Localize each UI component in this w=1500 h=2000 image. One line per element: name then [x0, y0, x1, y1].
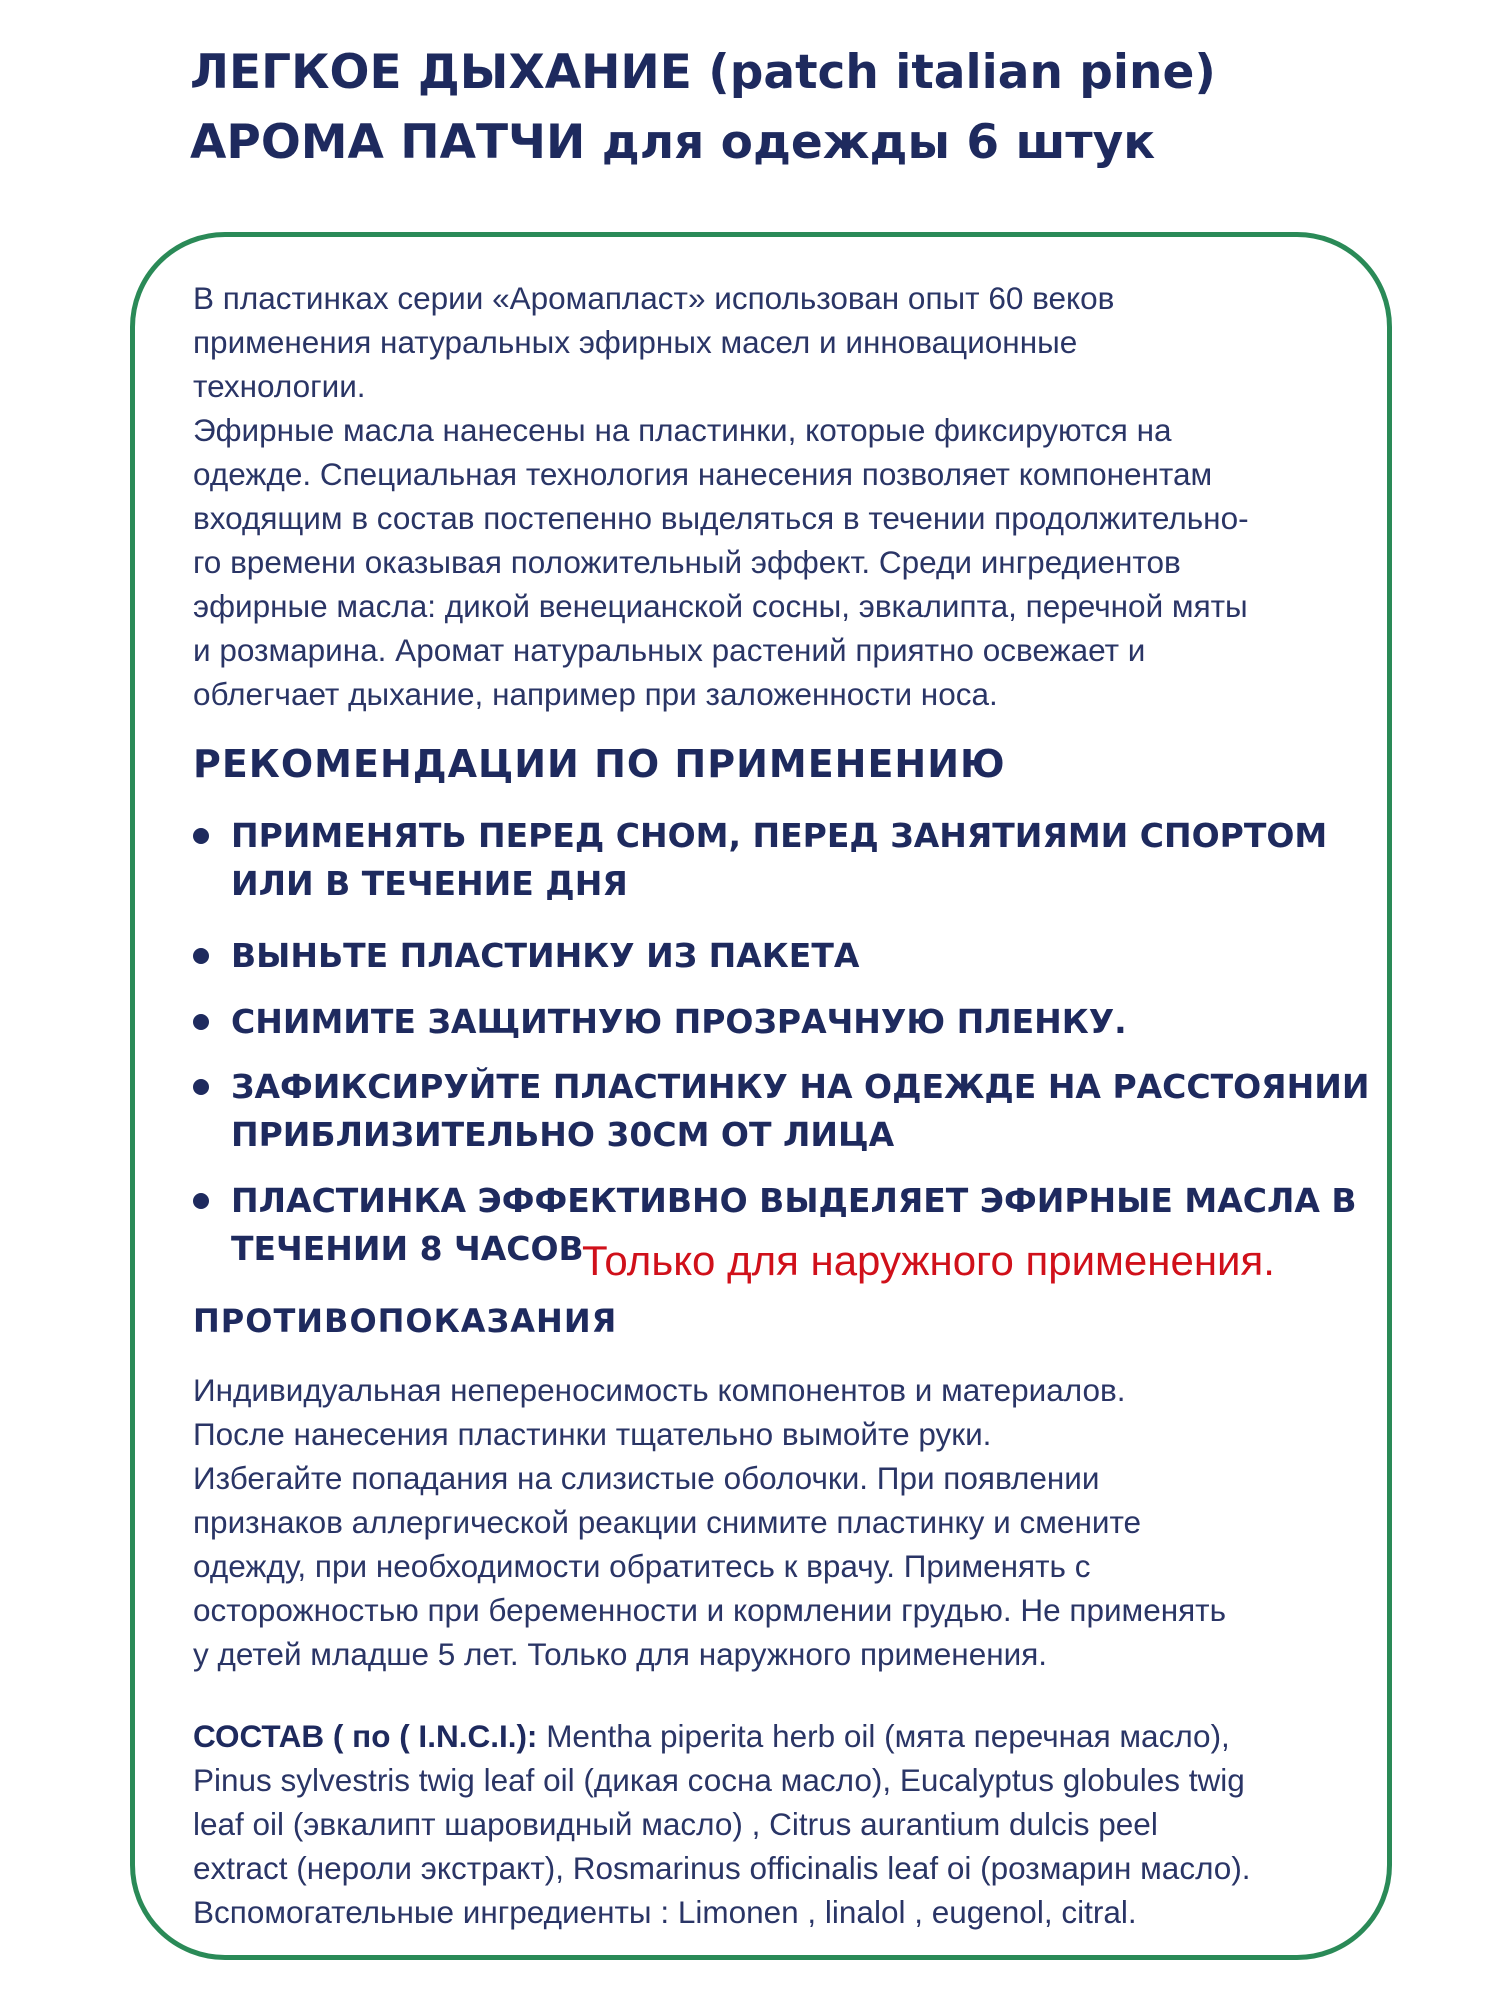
composition-line: extract (нероли экстракт), Rosmarinus officinalis leaf oi (розмарин масло).: [193, 1850, 1251, 1886]
external-use-warning: Только для наружного применения.: [582, 1237, 1275, 1284]
list-item-line: ТЕЧЕНИИ 8 ЧАСОВ: [231, 1229, 584, 1268]
contra-line: одежду, при необходимости обратитесь к врачу. Применять с: [193, 1548, 1091, 1584]
composition-line: Mentha piperita herb oil (мята перечная масло),: [537, 1718, 1230, 1754]
intro-line: технологии.: [193, 368, 366, 404]
recommendations-heading: РЕКОМЕНДАЦИИ ПО ПРИМЕНЕНИЮ: [193, 742, 1006, 786]
list-item-line: ПЛАСТИНКА ЭФФЕКТИВНО ВЫДЕЛЯЕТ ЭФИРНЫЕ МАСЛА В: [231, 1181, 1357, 1220]
composition-line: Pinus sylvestris twig leaf oil (дикая сосна масло), Eucalyptus globules twig: [193, 1762, 1245, 1798]
list-item-line: ПРИБЛИЗИТЕЛЬНО 30СМ ОТ ЛИЦА: [231, 1115, 895, 1154]
title-line-2: АРОМА ПАТЧИ для одежды 6 штук: [190, 115, 1156, 170]
product-title: [190, 38, 1390, 178]
list-item-line: ПРИМЕНЯТЬ ПЕРЕД СНОМ, ПЕРЕД ЗАНЯТИЯМИ СПОРТОМ: [231, 816, 1328, 855]
bullet-icon: [193, 948, 209, 964]
bullet-icon: [193, 1079, 209, 1095]
intro-line: эфирные масла: дикой венецианской сосны, эвкалипта, перечной мяты: [193, 588, 1248, 624]
contraindications-heading: ПРОТИВОПОКАЗАНИЯ: [193, 1302, 618, 1340]
composition-paragraph: [193, 1714, 1373, 1934]
contra-line: признаков аллергической реакции снимите пластинку и смените: [193, 1504, 1142, 1540]
list-item-line: СНИМИТЕ ЗАЩИТНУЮ ПРОЗРАЧНУЮ ПЛЕНКУ.: [231, 1002, 1127, 1041]
composition-line: leaf oil (эвкалипт шаровидный масло) , Citrus aurantium dulcis peel: [193, 1806, 1158, 1842]
list-item-line: ЗАФИКСИРУЙТЕ ПЛАСТИНКУ НА ОДЕЖДЕ НА РАССТОЯНИИ: [231, 1067, 1370, 1106]
intro-line: облегчает дыхание, например при заложенности носа.: [193, 676, 998, 712]
contra-line: Индивидуальная непереносимость компонентов и материалов.: [193, 1372, 1126, 1408]
contra-line: осторожностью при беременности и кормлении грудью. Не применять: [193, 1592, 1227, 1628]
bullet-icon: [193, 828, 209, 844]
bullet-icon: [193, 1014, 209, 1030]
composition-line: Вспомогательные ингредиенты : Limonen , linalol , eugenol, citral.: [193, 1894, 1137, 1930]
intro-line: входящим в состав постепенно выделяться в течении продолжительно-: [193, 500, 1249, 536]
intro-line: применения натуральных эфирных масел и инновационные: [193, 324, 1078, 360]
contra-line: После нанесения пластинки тщательно вымойте руки.: [193, 1416, 992, 1452]
contra-line: у детей младше 5 лет. Только для наружного применения.: [193, 1636, 1048, 1672]
contra-line: Избегайте попадания на слизистые оболочки. При появлении: [193, 1460, 1100, 1496]
intro-line: одежде. Специальная технология нанесения позволяет компонентам: [193, 456, 1213, 492]
bullet-icon: [193, 1193, 209, 1209]
contraindications-paragraph: [193, 1368, 1373, 1676]
list-item-line: ИЛИ В ТЕЧЕНИЕ ДНЯ: [231, 864, 628, 903]
intro-line: В пластинках серии «Аромапласт» использован опыт 60 веков: [193, 280, 1115, 316]
composition-first-line: [193, 1714, 1373, 1758]
title-line-1: ЛЕГКОЕ ДЫХАНИЕ (patch italian pine): [190, 45, 1216, 100]
intro-line: Эфирные масла нанесены на пластинки, которые фиксируются на: [193, 412, 1172, 448]
intro-line: го времени оказывая положительный эффект. Среди ингредиентов: [193, 544, 1181, 580]
intro-line: и розмарина. Аромат натуральных растений приятно освежает и: [193, 632, 1146, 668]
composition-label: СОСТАВ ( по ( I.N.C.I.):: [193, 1718, 538, 1754]
list-item-line: ВЫНЬТЕ ПЛАСТИНКУ ИЗ ПАКЕТА: [231, 936, 860, 975]
intro-paragraph: [193, 276, 1373, 716]
